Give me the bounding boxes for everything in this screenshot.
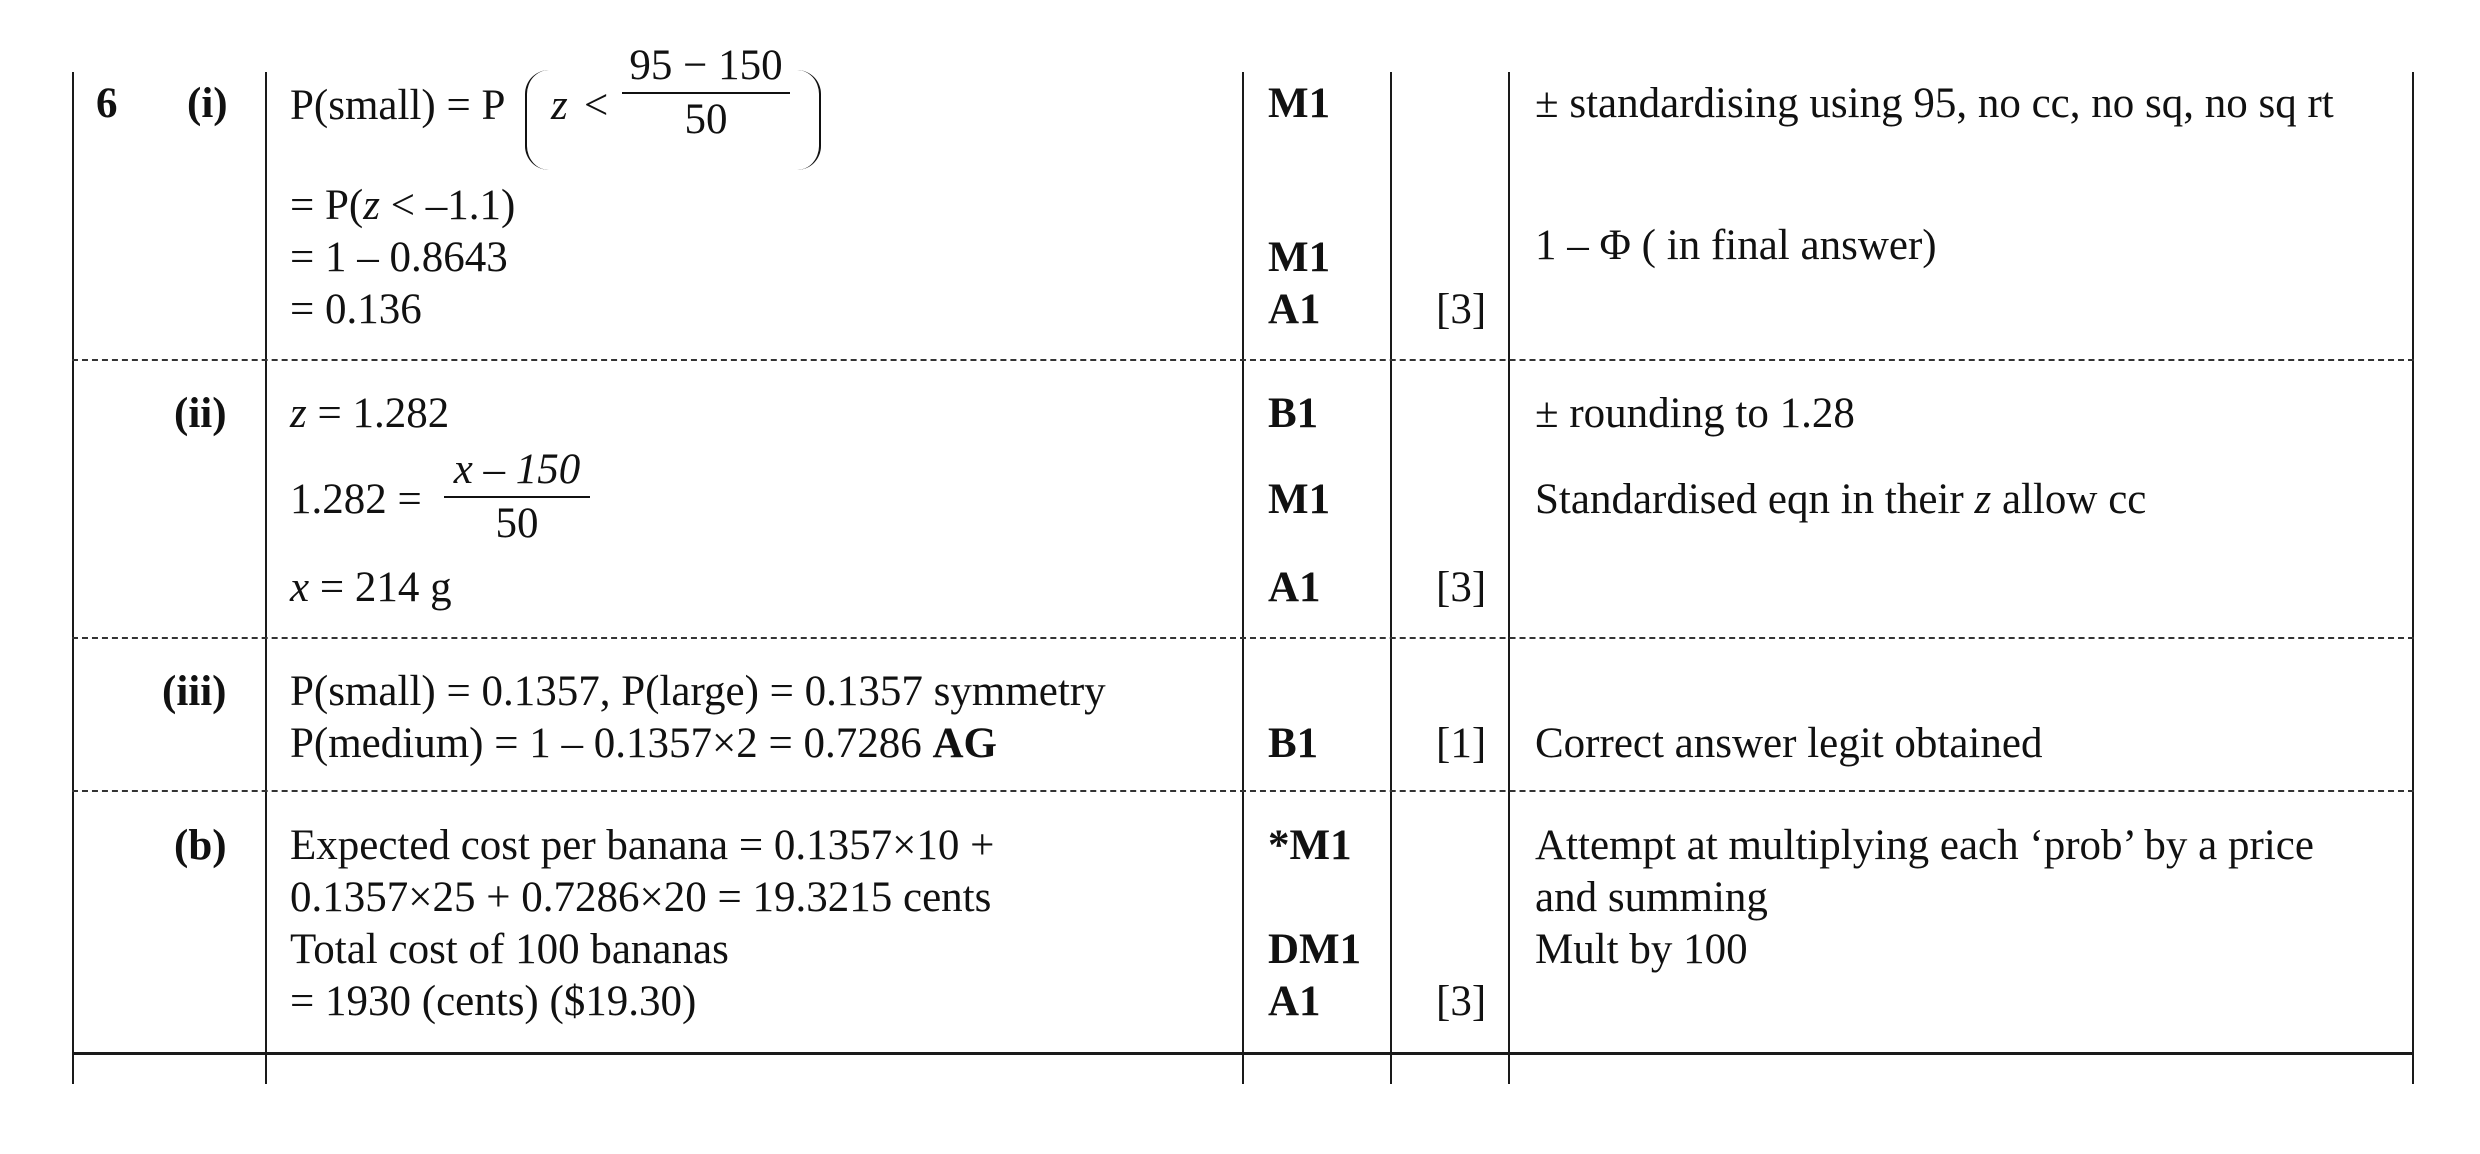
guidance-note: Correct answer legit obtained bbox=[1535, 720, 2043, 767]
part-label: (ii) bbox=[174, 390, 227, 437]
fraction bbox=[444, 444, 590, 550]
row-divider bbox=[72, 790, 2414, 792]
part-label: (i) bbox=[187, 80, 228, 127]
mark-total: [3] bbox=[1436, 564, 1487, 611]
working-line: 0.1357×25 + 0.7286×20 = 19.3215 cents bbox=[290, 874, 992, 921]
column-divider bbox=[1242, 72, 1244, 1084]
fraction bbox=[622, 40, 790, 146]
working-line: = P(z < –1.1) bbox=[290, 182, 516, 229]
mark-code: *M1 bbox=[1268, 822, 1352, 869]
working-line: P(small) = P bbox=[290, 82, 506, 129]
working-line: Total cost of 100 bananas bbox=[290, 926, 729, 973]
mark-total: [3] bbox=[1436, 978, 1487, 1025]
guidance-note: Attempt at multiplying each ‘prob’ by a price bbox=[1535, 822, 2314, 869]
working-line: x = 214 g bbox=[290, 564, 452, 611]
mark-code: A1 bbox=[1268, 286, 1321, 333]
guidance-note: Mult by 100 bbox=[1535, 926, 1748, 973]
right-border bbox=[2412, 72, 2414, 1084]
guidance-note: ± rounding to 1.28 bbox=[1535, 390, 1855, 437]
working-line: P(small) = 0.1357, P(large) = 0.1357 symmetry bbox=[290, 668, 1106, 715]
part-label: (b) bbox=[174, 822, 227, 869]
bottom-border bbox=[72, 1052, 2414, 1055]
answer-given-tag: AG bbox=[932, 720, 997, 767]
mark-code: B1 bbox=[1268, 390, 1319, 437]
fraction-numerator: x – 150 bbox=[453, 446, 581, 493]
math-variable: z bbox=[551, 82, 568, 129]
fraction-denominator: 50 bbox=[684, 96, 728, 143]
working-line: 1.282 = bbox=[290, 476, 422, 523]
working-line: = 1930 (cents) ($19.30) bbox=[290, 978, 697, 1025]
math-operator: < bbox=[584, 82, 609, 129]
row-divider bbox=[72, 359, 2414, 361]
row-divider bbox=[72, 637, 2414, 639]
working-line: Expected cost per banana = 0.1357×10 + bbox=[290, 822, 995, 869]
guidance-note: Standardised eqn in their z allow cc bbox=[1535, 476, 2147, 523]
column-divider bbox=[1390, 72, 1392, 1084]
mark-code: M1 bbox=[1268, 476, 1331, 523]
fraction-numerator: 95 − 150 bbox=[629, 42, 783, 89]
right-parenthesis bbox=[797, 70, 821, 170]
working-line: = 1 – 0.8643 bbox=[290, 234, 508, 281]
mark-code: M1 bbox=[1268, 234, 1331, 281]
mark-code: M1 bbox=[1268, 80, 1331, 127]
guidance-note: 1 – Φ ( in final answer) bbox=[1535, 222, 1937, 269]
mark-code: DM1 bbox=[1268, 926, 1362, 973]
fraction-denominator: 50 bbox=[495, 500, 539, 547]
part-label: (iii) bbox=[162, 668, 227, 715]
guidance-note: and summing bbox=[1535, 874, 1768, 921]
mark-code: B1 bbox=[1268, 720, 1319, 767]
column-divider bbox=[1508, 72, 1510, 1084]
mark-total: [1] bbox=[1436, 720, 1487, 767]
working-line: = 0.136 bbox=[290, 286, 422, 333]
mark-code: A1 bbox=[1268, 978, 1321, 1025]
working-line: z = 1.282 bbox=[290, 390, 450, 437]
column-divider bbox=[265, 72, 267, 1084]
working-line: P(medium) = 1 – 0.1357×2 = 0.7286 AG bbox=[290, 720, 997, 767]
guidance-note: ± standardising using 95, no cc, no sq, no sq rt bbox=[1535, 80, 2334, 127]
left-parenthesis bbox=[525, 70, 549, 170]
left-border bbox=[72, 72, 74, 1084]
mark-code: A1 bbox=[1268, 564, 1321, 611]
question-number: 6 bbox=[96, 80, 118, 127]
mark-total: [3] bbox=[1436, 286, 1487, 333]
